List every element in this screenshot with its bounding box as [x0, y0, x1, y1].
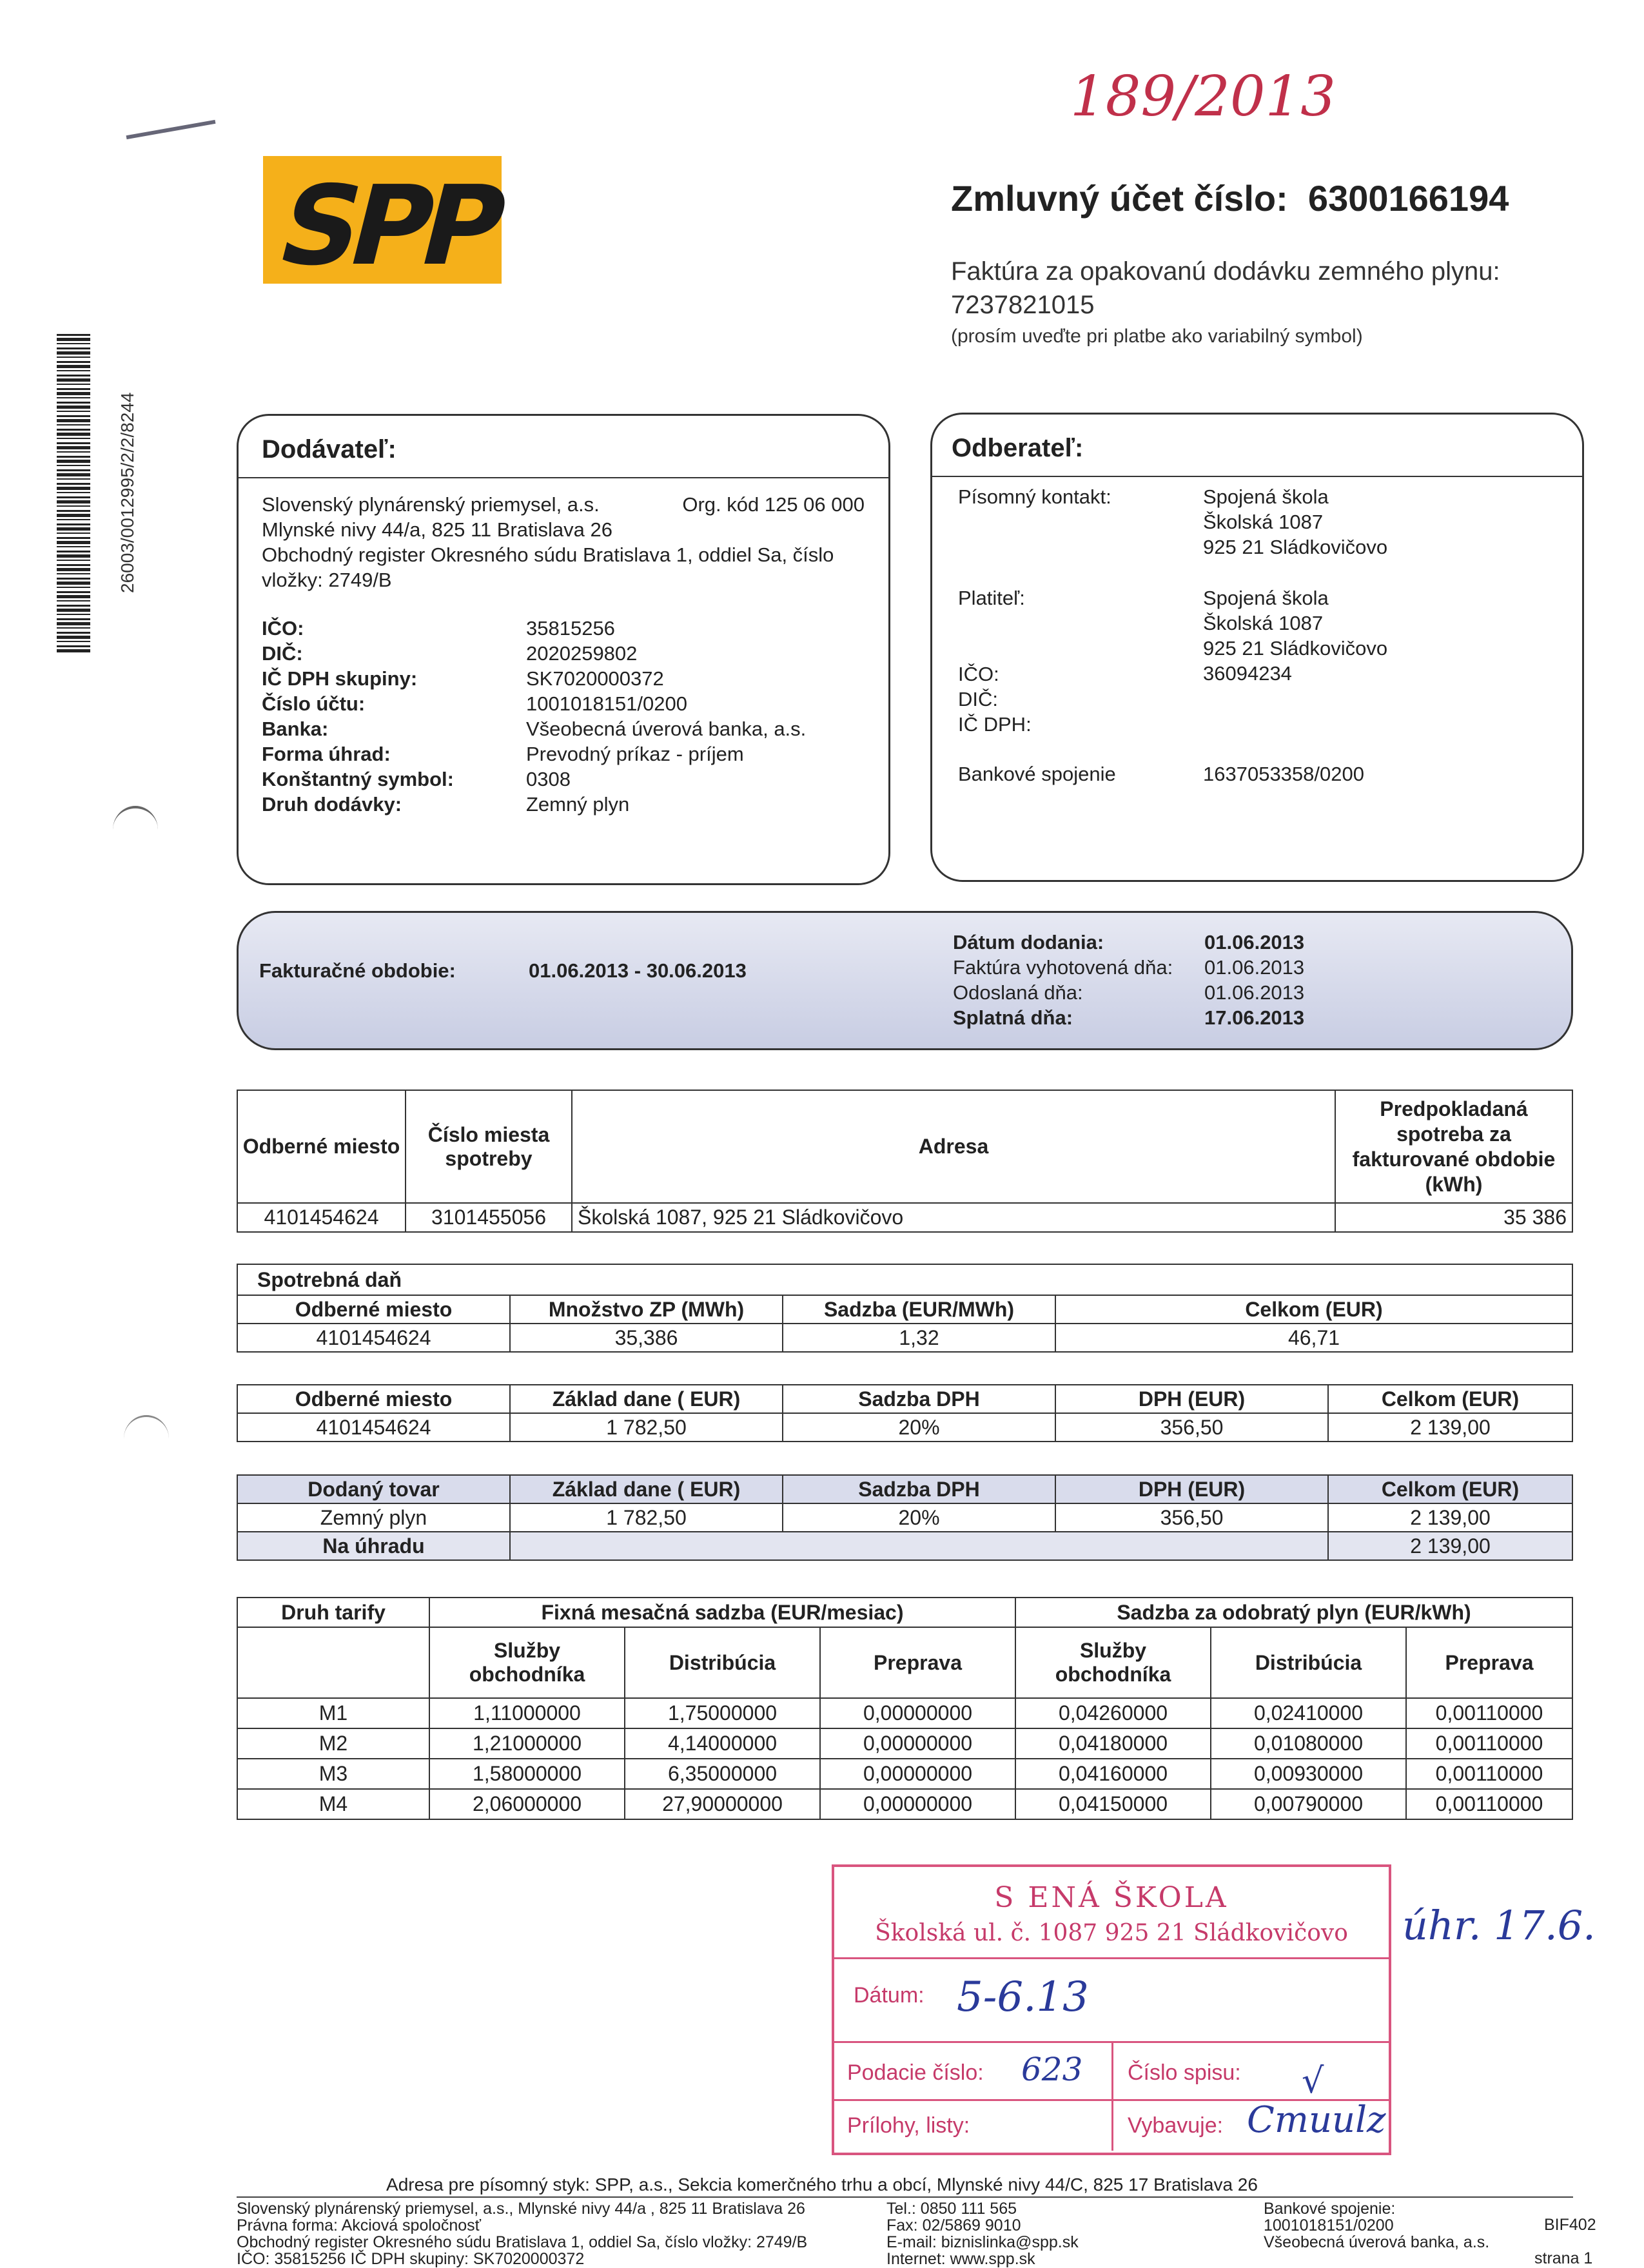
spp-logo: SPP [263, 156, 502, 284]
bank-account: 1637053358/0200 [1203, 763, 1364, 785]
icdph-label: IČ DPH: [958, 713, 1032, 736]
supplier-box [237, 414, 890, 885]
stamp-attachments-label: Prílohy, listy: [847, 2113, 970, 2138]
stamp-handler-label: Vybavuje: [1128, 2113, 1224, 2138]
form-code: BIF402 [1544, 2216, 1596, 2234]
footer-divider [237, 2196, 1573, 2198]
amount-due-row [237, 1532, 1572, 1560]
tariff-table: Druh tarify Fixná mesačná sadzba (EUR/mesiac) Sadzba za odobratý plyn (EUR/kWh) Služby obchodníka Distribúcia Preprava Služby obchodníka Distribúcia Preprava M1 1,11000000 1,75000000 0,00000000 0,04260000 0,02410000 0,00110000 M2 1,21000000 4,14000000 0,00000000 0,04180000 0,01080000 0,00110000 M3 1,58000000 6,35000000 0,00000000 0,04160000 0,00930000 0,00110000 M4 2,06000000 27,90000000 0,00000000 0,04150000 0,00790000 0,00110000 [237, 1597, 1573, 1820]
consumption-place-table [237, 1090, 1573, 1233]
table-row: 4101454624 1 782,50 20% 356,50 2 139,00 [237, 1413, 1572, 1442]
field-value: 35815256 [526, 617, 615, 640]
footer-contact: Tel.: 0850 111 565 Fax: 02/5869 9010 E-mail: biznislinka@spp.sk Internet: www.spp.sk [886, 2200, 1079, 2268]
contact-address: Spojená škola Školská 1087 925 21 Sládkovičovo [1203, 485, 1388, 558]
field-label: Druh dodávky: [262, 793, 402, 816]
supplier-title: Dodávateľ: [262, 435, 396, 464]
table-row: 4101454624 35,386 1,32 46,71 [237, 1324, 1572, 1352]
supplier-register: Obchodný register Okresného súdu Bratislava 1, oddiel Sa, číslo [262, 543, 834, 566]
table-row: M2 1,21000000 4,14000000 0,00000000 0,04180000 0,01080000 0,00110000 [237, 1728, 1572, 1759]
issue-date: 01.06.2013 [1204, 956, 1305, 979]
vat-table: Odberné miesto Základ dane ( EUR) Sadzba DPH DPH (EUR) Celkom (EUR) 4101454624 1 782,50 20% 356,50 2 139,00 [237, 1384, 1573, 1442]
field-label: IČO: [262, 617, 304, 640]
org-code: Org. kód 125 06 000 [682, 493, 865, 516]
contact-label: Písomný kontakt: [958, 485, 1111, 508]
account-number: 6300166194 [1307, 178, 1509, 219]
table-row: Zemný plyn 1 782,50 20% 356,50 2 139,00 [237, 1503, 1572, 1532]
table-header: Predpokladaná spotreba za fakturované obdobie (kWh) [1335, 1090, 1572, 1203]
field-value: 0308 [526, 768, 571, 790]
bank-label: Bankové spojenie [958, 763, 1116, 785]
goods-table: Dodaný tovar Základ dane ( EUR) Sadzba DPH DPH (EUR) Celkom (EUR) Zemný plyn 1 782,50 20% 356,50 2 139,00 Na úhradu 2 139,00 [237, 1474, 1573, 1561]
registry-stamp [832, 1864, 1391, 2155]
table-row: M1 1,11000000 1,75000000 0,00000000 0,04260000 0,02410000 0,00110000 [237, 1698, 1572, 1728]
supplier-name: Slovenský plynárenský priemysel, a.s. [262, 493, 600, 516]
pen-mark [126, 120, 216, 139]
table-row: M3 1,58000000 6,35000000 0,00000000 0,04160000 0,00930000 0,00110000 [237, 1759, 1572, 1789]
handler-signature: Cmuulz [1247, 2099, 1386, 2141]
table-header: Adresa [572, 1090, 1335, 1203]
invoice-heading: Faktúra za opakovanú dodávku zemného plynu: 7237821015 [951, 255, 1500, 322]
handwritten-date: 5-6.13 [957, 1973, 1089, 2021]
excise-tax-table: Spotrebná daň Odberné miesto Množstvo ZP (MWh) Sadzba (EUR/MWh) Celkom (EUR) 4101454624 35,386 1,32 46,71 [237, 1264, 1573, 1353]
stamp-address: Školská ul. č. 1087 925 21 Sládkovičovo [875, 1920, 1348, 1946]
table-row: 4101454624 3101455056 Školská 1087, 925 21 Sládkovičovo 35 386 [237, 1203, 1572, 1232]
stamp-date-label: Dátum: [854, 1983, 925, 2008]
field-label: Konštantný symbol: [262, 768, 454, 790]
excise-title: Spotrebná daň [237, 1264, 1572, 1295]
field-label: Číslo účtu: [262, 692, 366, 715]
barcode [57, 334, 90, 653]
footer-bank: Bankové spojenie: 1001018151/0200 Všeobecná úverová banka, a.s. [1264, 2200, 1490, 2251]
ico-label: IČO: [958, 663, 999, 685]
barcode-number: 26003/0012995/2/2/8244 [117, 392, 137, 593]
page-number: strana 1 [1534, 2249, 1593, 2267]
account-title: Zmluvný účet číslo: 6300166194 [951, 178, 1509, 219]
table-header: Odberné miesto [237, 1090, 406, 1203]
punch-hole [113, 806, 158, 854]
due-date: 17.06.2013 [1204, 1006, 1305, 1029]
handwritten-check: √ [1302, 2060, 1324, 2101]
delivery-date: 01.06.2013 [1204, 931, 1305, 953]
stamp-filing-label: Podacie číslo: [847, 2060, 984, 2085]
payer-ico: 36094234 [1203, 662, 1292, 685]
handwritten-paid-note: úhr. 17.6. [1402, 1902, 1596, 1949]
field-label: IČ DPH skupiny: [262, 667, 418, 690]
customer-title: Odberateľ: [952, 434, 1084, 462]
customer-box [930, 413, 1584, 882]
stamp-file-label: Číslo spisu: [1128, 2060, 1241, 2085]
period-dates: Dátum dodania: 01.06.2013 Faktúra vyhotovená dňa: 01.06.2013 Odoslaná dňa: 01.06.2013 Splatná dňa: 17.06.2013 [953, 931, 1305, 1029]
field-label: Forma úhrad: [262, 743, 391, 765]
field-label: DIČ: [262, 642, 303, 665]
supplier-fields [262, 616, 874, 817]
footer-company: Slovenský plynárenský priemysel, a.s., Mlynské nivy 44/a , 825 11 Bratislava 26 Právna forma: Akciová spoločnosť Obchodný register Okresného súdu Bratislava 1, oddiel Sa, číslo vložky: 2749/B IČO: 35815256 IČ DPH skupiny: SK7020000372 [237, 2200, 808, 2268]
field-value: SK7020000372 [526, 667, 664, 690]
stamp-school-name: S ENÁ ŠKOLA [994, 1881, 1229, 1914]
payer-label: Platiteľ: [958, 587, 1025, 609]
field-value: Zemný plyn [526, 793, 630, 816]
period-value: 01.06.2013 - 30.06.2013 [529, 959, 747, 982]
billing-period-box [237, 911, 1573, 1050]
dic-label: DIČ: [958, 688, 998, 710]
period-label: Fakturačné obdobie: [259, 959, 456, 982]
handwritten-reference: 189/2013 [1070, 64, 1336, 129]
field-value: Prevodný príkaz - príjem [526, 743, 744, 765]
supplier-address: Mlynské nivy 44/a, 825 11 Bratislava 26 [262, 518, 612, 541]
table-header: Číslo miesta spotreby [406, 1090, 572, 1203]
invoice-number: 7237821015 [951, 291, 1095, 319]
amount-due-label: Na úhradu [237, 1532, 510, 1560]
sent-date: 01.06.2013 [1204, 981, 1305, 1004]
amount-due-value: 2 139,00 [1328, 1532, 1572, 1560]
variable-symbol-note: (prosím uveďte pri platbe ako variabilný symbol) [951, 326, 1363, 347]
table-row: M4 2,06000000 27,90000000 0,00000000 0,04150000 0,00790000 0,00110000 [237, 1789, 1572, 1819]
field-value: 2020259802 [526, 642, 638, 665]
punch-hole [124, 1415, 169, 1462]
handwritten-filing-number: 623 [1021, 2051, 1083, 2088]
postal-address: Adresa pre písomný styk: SPP, a.s., Sekcia komerčného trhu a obcí, Mlynské nivy 44/C, 825 17 Bratislava 26 [386, 2175, 1258, 2195]
payer-address: Spojená škola Školská 1087 925 21 Sládkovičovo 36094234 [1203, 587, 1388, 685]
field-value: Všeobecná úverová banka, a.s. [526, 718, 807, 740]
field-value: 1001018151/0200 [526, 692, 687, 715]
supplier-register-number: vložky: 2749/B [262, 569, 392, 591]
field-label: Banka: [262, 718, 329, 740]
